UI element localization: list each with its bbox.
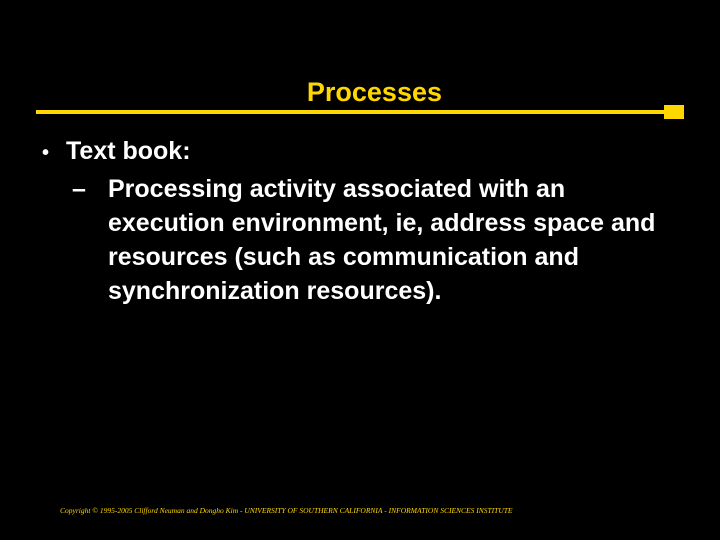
sub-bullet-text: Processing activity associated with an execution environment, ie, address space and resources (such as communication and synchronization resources). (108, 175, 656, 305)
copyright-footer: Copyright © 1995-2005 Clifford Neuman and Dongho Kim - UNIVERSITY OF SOUTHERN CALIFORNIA - INFORMATION SCIENCES INSTITUTE (60, 506, 513, 515)
bullet-item (42, 134, 682, 170)
sub-bullet-marker: – (72, 175, 86, 203)
bullet-text: Text book: (66, 137, 191, 165)
title-divider-end-block (664, 105, 684, 119)
slide-title: Processes (306, 77, 442, 107)
bullet-marker: • (42, 142, 50, 164)
sub-bullet-item (72, 172, 672, 308)
title-divider (36, 110, 666, 114)
